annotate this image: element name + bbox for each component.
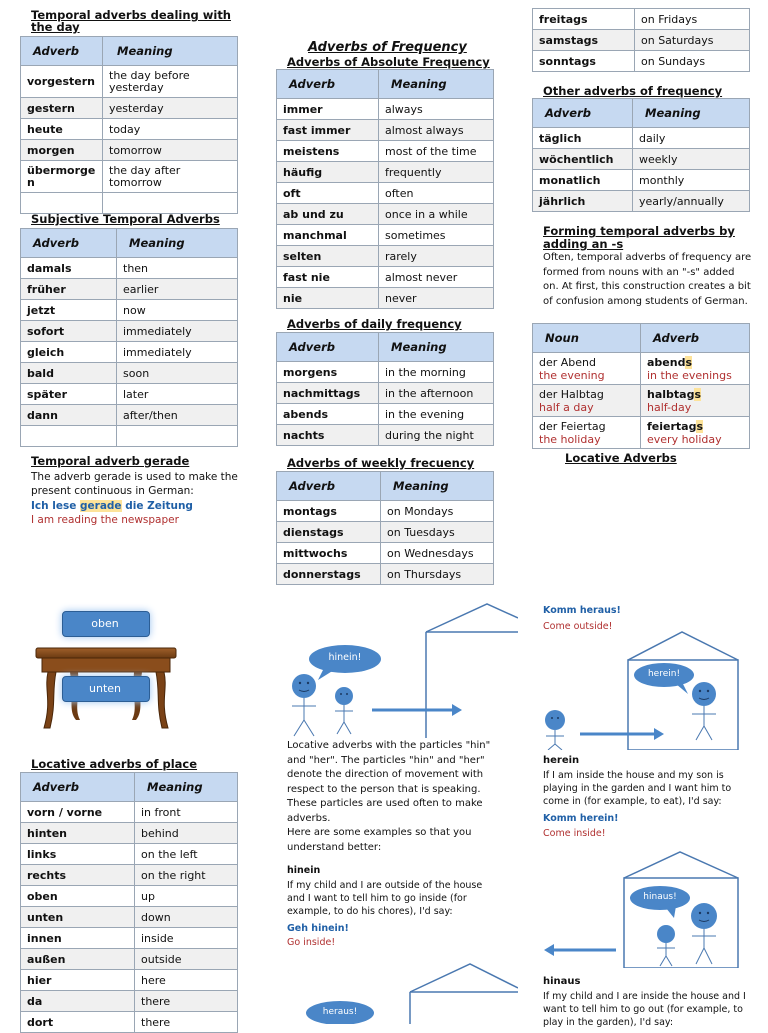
adverb-cell: gleich (21, 342, 117, 363)
table-row (533, 30, 750, 51)
bubble-hinein: hinein! (328, 652, 362, 663)
gerade-example-pre: Ich lese (31, 500, 81, 512)
col-head: Adverb (277, 472, 381, 501)
daily-title: Adverbs of daily frequency (287, 317, 462, 331)
gerade-title: Temporal adverb gerade (31, 454, 190, 468)
adverb-cell: immer (277, 99, 379, 120)
absolute-table (276, 69, 494, 309)
table-row (533, 149, 750, 170)
col-head: Adverb (641, 324, 750, 353)
noun-cell (533, 353, 641, 385)
meaning-cell: on Fridays (635, 9, 750, 30)
table-row (533, 9, 750, 30)
col-head: Meaning (633, 99, 750, 128)
adverb-cell: sonntags (533, 51, 635, 72)
noun-cell (533, 417, 641, 449)
adverb-cell (641, 353, 750, 385)
table-row (533, 353, 750, 385)
table-row (533, 385, 750, 417)
forming-table (532, 323, 750, 449)
table-row (277, 543, 494, 564)
adverb-s-suffix: s (694, 387, 702, 401)
col-head: Adverb (277, 333, 379, 362)
meaning-cell: later (117, 384, 238, 405)
weekly-table (276, 471, 494, 585)
table-row (277, 225, 494, 246)
adverb-cell: dann (21, 405, 117, 426)
adverb-cell: vorgestern (21, 66, 103, 98)
meaning-cell: on Sundays (635, 51, 750, 72)
meaning-cell: there (135, 1012, 238, 1033)
meaning-cell: on Tuesdays (381, 522, 494, 543)
gerade-text: The adverb gerade is used to make the present continuous in German: (31, 471, 238, 497)
meaning-cell: in the morning (379, 362, 494, 383)
adverb-cell: später (21, 384, 117, 405)
particles-intro-2: Here are some examples so that you understand better: (287, 827, 472, 853)
table-row (277, 404, 494, 425)
meaning-cell: after/then (117, 405, 238, 426)
meaning-cell: inside (135, 928, 238, 949)
weekly-title: Adverbs of weekly frecuency (287, 456, 475, 470)
meaning-cell: behind (135, 823, 238, 844)
hinaus-title: hinaus (543, 976, 581, 987)
meaning-cell: on Wednesdays (381, 543, 494, 564)
table-row (277, 120, 494, 141)
noun-en: the holiday (539, 432, 601, 446)
table-row (277, 183, 494, 204)
frequency-main-title: Adverbs of Frequency (308, 40, 467, 55)
adverb-cell: jährlich (533, 191, 633, 212)
adverb-cell: jetzt (21, 300, 117, 321)
table-row (21, 279, 238, 300)
herein-title: herein (543, 755, 580, 766)
adverb-en: half-day (647, 400, 692, 414)
heraus-english: Come outside! (543, 621, 613, 632)
adverb-cell: hier (21, 970, 135, 991)
table-row (21, 119, 238, 140)
meaning-cell: then (117, 258, 238, 279)
adverb-cell: außen (21, 949, 135, 970)
meaning-cell: yesterday (103, 98, 238, 119)
col-head: Adverb (21, 37, 103, 66)
col-head: Meaning (381, 472, 494, 501)
adverb-cell: ab und zu (277, 204, 379, 225)
adverb-cell: manchmal (277, 225, 379, 246)
table-row (21, 970, 238, 991)
adverb-cell: innen (21, 928, 135, 949)
col-head: Adverb (21, 773, 135, 802)
table-row (21, 321, 238, 342)
meaning-cell: once in a while (379, 204, 494, 225)
table-row (21, 949, 238, 970)
adverb-cell: übermorgen (21, 161, 103, 193)
day-table (20, 36, 238, 214)
noun-de: der Abend (539, 355, 596, 369)
subjective-title: Subjective Temporal Adverbs (31, 212, 220, 226)
meaning-cell: yearly/annually (633, 191, 750, 212)
table-row (21, 258, 238, 279)
adverb-cell: vorn / vorne (21, 802, 135, 823)
meaning-cell: outside (135, 949, 238, 970)
adverb-s-suffix: s (685, 355, 693, 369)
meaning-cell: here (135, 970, 238, 991)
table-row (21, 426, 238, 447)
meaning-cell: immediately (117, 342, 238, 363)
adverb-cell: hinten (21, 823, 135, 844)
forming-title-1: Forming temporal adverbs by (543, 224, 735, 238)
meaning-cell: monthly (633, 170, 750, 191)
table-row (533, 191, 750, 212)
heraus-german: Komm heraus! (543, 605, 621, 616)
place-table (20, 772, 238, 1033)
herein-text: If I am inside the house and my son is playing in the garden and I want him to come in (for example, to eat), I'd say: (543, 770, 732, 807)
table-row (277, 141, 494, 162)
table-row (21, 844, 238, 865)
herein-german: Komm herein! (543, 813, 619, 824)
table-row (277, 522, 494, 543)
adverb-cell (641, 385, 750, 417)
adverb-cell: gestern (21, 98, 103, 119)
adverb-cell (641, 417, 750, 449)
daily-table (276, 332, 494, 446)
gerade-example-highlight: gerade (80, 500, 122, 512)
meaning-cell: on the left (135, 844, 238, 865)
adverb-cell: samstags (533, 30, 635, 51)
table-row (21, 991, 238, 1012)
table-row (21, 140, 238, 161)
table-row (533, 51, 750, 72)
table-row (277, 246, 494, 267)
meaning-cell: almost always (379, 120, 494, 141)
forming-text: Often, temporal adverbs of frequency are formed from nouns with an "-s" added on. At first, this construction creates a bit of confusion among students of German. (543, 252, 752, 307)
meaning-cell: most of the time (379, 141, 494, 162)
adverb-cell: freitags (533, 9, 635, 30)
meaning-cell: daily (633, 128, 750, 149)
adverb-cell: monatlich (533, 170, 633, 191)
col-head: Adverb (277, 70, 379, 99)
adverb-cell: nachts (277, 425, 379, 446)
table-row (21, 405, 238, 426)
table-row (21, 1012, 238, 1033)
table-row (277, 362, 494, 383)
adverb-cell: selten (277, 246, 379, 267)
noun-cell (533, 385, 641, 417)
meaning-cell: now (117, 300, 238, 321)
table-row (21, 161, 238, 193)
gerade-example-post: die Zeitung (121, 500, 193, 512)
gerade-translation: I am reading the newspaper (31, 514, 179, 526)
noun-de: der Halbtag (539, 387, 604, 401)
adverb-en: every holiday (647, 432, 722, 446)
other-title: Other adverbs of frequency (543, 84, 723, 98)
hinein-illustration (282, 598, 518, 738)
meaning-cell: the day before yesterday (103, 66, 238, 98)
meaning-cell: in front (135, 802, 238, 823)
meaning-cell: in the afternoon (379, 383, 494, 404)
absolute-title: Adverbs of Absolute Frequency (287, 55, 490, 69)
bubble-hinaus: hinaus! (643, 892, 677, 902)
bubble-herein: herein! (647, 669, 681, 679)
table-row (21, 823, 238, 844)
col-head: Meaning (379, 333, 494, 362)
col-head: Adverb (533, 99, 633, 128)
col-head: Adverb (21, 229, 117, 258)
hinein-text: If my child and I are outside of the house and I want to tell him to go inside (for example, to do his chores), I'd say: (287, 880, 483, 917)
table-row (21, 193, 238, 214)
meaning-cell: down (135, 907, 238, 928)
meaning-cell: today (103, 119, 238, 140)
meaning-cell: never (379, 288, 494, 309)
day-title: Temporal adverbs dealing with the day (31, 8, 231, 34)
herein-english: Come inside! (543, 828, 606, 839)
table-row (533, 128, 750, 149)
hinein-title: hinein (287, 865, 321, 876)
adverb-cell: unten (21, 907, 135, 928)
adverb-de: feiertag (647, 419, 697, 433)
hinein-english: Go inside! (287, 937, 336, 948)
meaning-cell: immediately (117, 321, 238, 342)
table-row (21, 886, 238, 907)
adverb-cell: dienstags (277, 522, 381, 543)
col-head: Meaning (103, 37, 238, 66)
locative-heading: Locative Adverbs (565, 451, 677, 465)
table-row (21, 300, 238, 321)
meaning-cell: earlier (117, 279, 238, 300)
weekly-cont-table (532, 8, 750, 72)
meaning-cell: on Thursdays (381, 564, 494, 585)
adverb-en: in the evenings (647, 368, 732, 382)
table-row (277, 383, 494, 404)
meaning-cell: soon (117, 363, 238, 384)
adverb-cell: meistens (277, 141, 379, 162)
meaning-cell: there (135, 991, 238, 1012)
meaning-cell: sometimes (379, 225, 494, 246)
adverb-cell: donnerstags (277, 564, 381, 585)
table-row (21, 384, 238, 405)
hinaus-illustration (536, 850, 746, 968)
table-row (277, 288, 494, 309)
meaning-cell: in the evening (379, 404, 494, 425)
adverb-cell: da (21, 991, 135, 1012)
col-head: Meaning (379, 70, 494, 99)
adverb-cell: häufig (277, 162, 379, 183)
meaning-cell: weekly (633, 149, 750, 170)
table-row (277, 99, 494, 120)
particles-intro: Locative adverbs with the particles "hin" and "her". The particles "hin" and "her" denote the direction of movement with respect to the person that is speaking. These particles are used often to make adverbs. (287, 740, 491, 824)
adverb-cell: wöchentlich (533, 149, 633, 170)
bubble-heraus: heraus! (322, 1007, 358, 1017)
meaning-cell: tomorrow (103, 140, 238, 161)
subjective-table (20, 228, 238, 447)
adverb-cell: bald (21, 363, 117, 384)
desk-top-label: oben (91, 617, 119, 630)
meaning-cell: rarely (379, 246, 494, 267)
col-head: Meaning (135, 773, 238, 802)
adverb-de: abend (647, 355, 686, 369)
adverb-cell: oft (277, 183, 379, 204)
adverb-cell: täglich (533, 128, 633, 149)
table-row (21, 342, 238, 363)
table-row (277, 267, 494, 288)
meaning-cell: on Mondays (381, 501, 494, 522)
table-row (277, 564, 494, 585)
adverb-cell: sofort (21, 321, 117, 342)
adverb-cell: links (21, 844, 135, 865)
adverb-s-suffix: s (696, 419, 704, 433)
adverb-cell: damals (21, 258, 117, 279)
noun-en: half a day (539, 400, 594, 414)
meaning-cell: almost never (379, 267, 494, 288)
adverb-cell: rechts (21, 865, 135, 886)
col-head: Meaning (117, 229, 238, 258)
adverb-cell: mittwochs (277, 543, 381, 564)
meaning-cell: on the right (135, 865, 238, 886)
other-table (532, 98, 750, 212)
meaning-cell: always (379, 99, 494, 120)
place-title: Locative adverbs of place (31, 757, 198, 771)
adverb-cell: nachmittags (277, 383, 379, 404)
table-row (533, 170, 750, 191)
hinaus-text: If my child and I are inside the house and I want to tell him to go out (for example, to play in the garden), I'd say: (543, 991, 746, 1028)
herein-illustration (536, 628, 746, 750)
meaning-cell (103, 193, 238, 214)
table-row (277, 204, 494, 225)
table-row (21, 865, 238, 886)
table-row (277, 162, 494, 183)
adverb-cell: morgen (21, 140, 103, 161)
meaning-cell: frequently (379, 162, 494, 183)
adverb-cell: fast immer (277, 120, 379, 141)
forming-title-2: adding an -s (543, 237, 624, 251)
meaning-cell: often (379, 183, 494, 204)
meaning-cell: up (135, 886, 238, 907)
adverb-cell: fast nie (277, 267, 379, 288)
adverb-cell: dort (21, 1012, 135, 1033)
adverb-cell: oben (21, 886, 135, 907)
table-row (533, 417, 750, 449)
table-row (277, 425, 494, 446)
adverb-cell: montags (277, 501, 381, 522)
meaning-cell: the day after tomorrow (103, 161, 238, 193)
table-row (21, 66, 238, 98)
gerade-example (31, 499, 246, 513)
adverb-cell (21, 426, 117, 447)
adverb-cell: abends (277, 404, 379, 425)
meaning-cell (117, 426, 238, 447)
table-row (21, 928, 238, 949)
table-row (21, 802, 238, 823)
noun-en: the evening (539, 368, 605, 382)
col-head: Noun (533, 324, 641, 353)
adverb-cell: morgens (277, 362, 379, 383)
adverb-cell: früher (21, 279, 117, 300)
hinein-german: Geh hinein! (287, 923, 349, 934)
table-row (21, 907, 238, 928)
table-row (21, 98, 238, 119)
adverb-cell: nie (277, 288, 379, 309)
meaning-cell: during the night (379, 425, 494, 446)
table-row (277, 501, 494, 522)
adverb-cell (21, 193, 103, 214)
desk-bottom-label: unten (89, 682, 121, 695)
table-row (21, 363, 238, 384)
noun-de: der Feiertag (539, 419, 606, 433)
meaning-cell: on Saturdays (635, 30, 750, 51)
adverb-cell: heute (21, 119, 103, 140)
adverb-de: halbtag (647, 387, 695, 401)
